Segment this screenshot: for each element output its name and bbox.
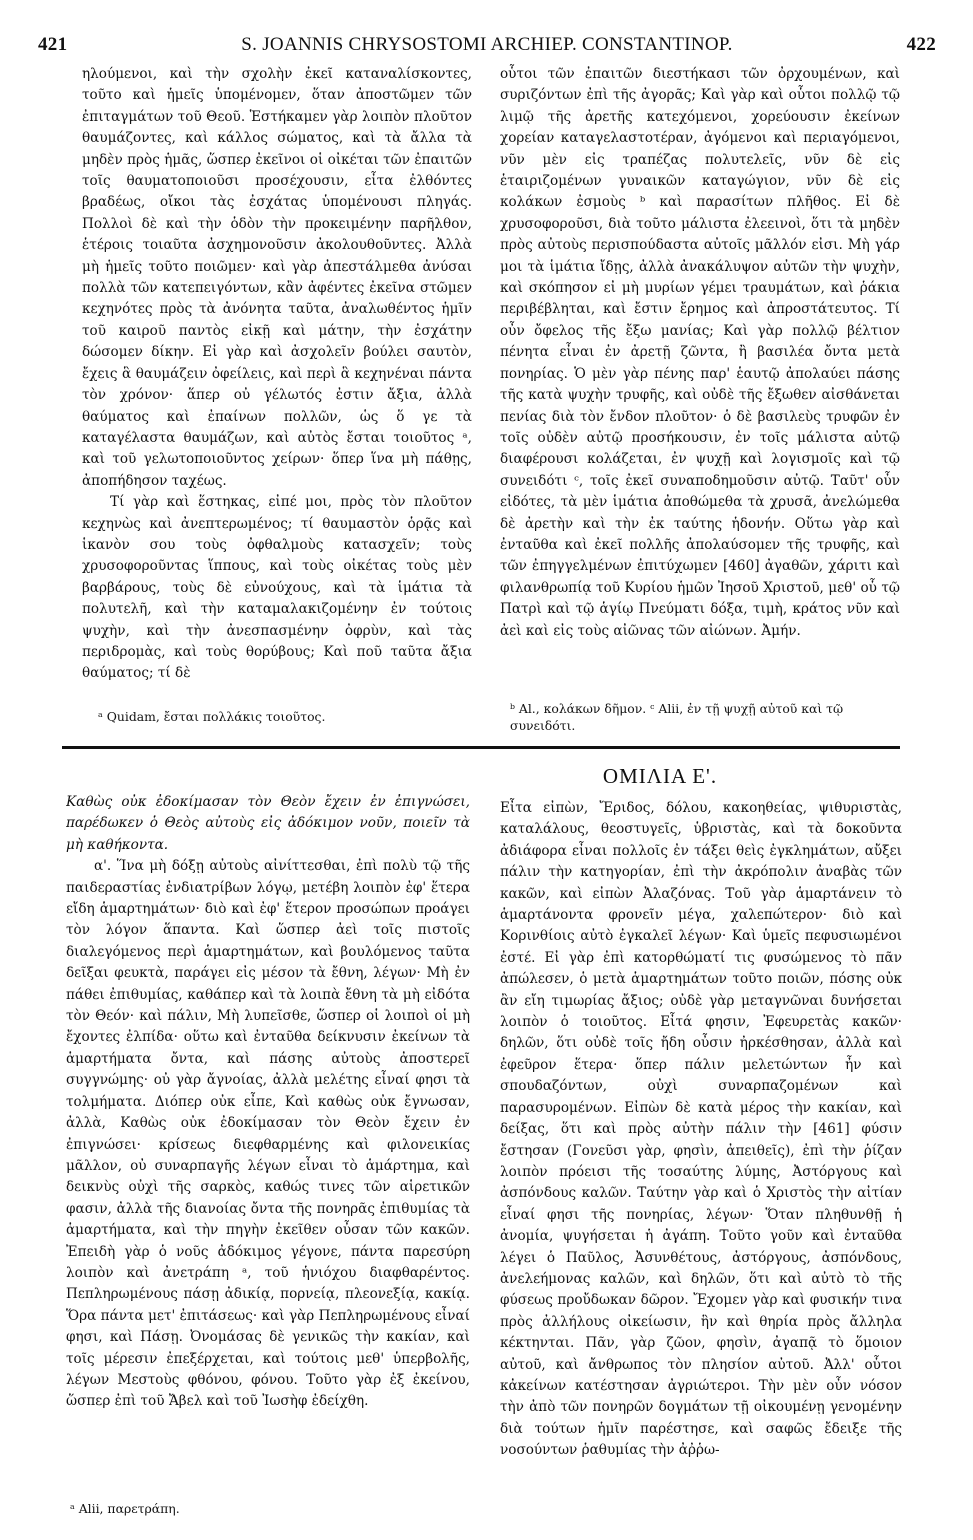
bottom-right-column [500, 798, 902, 1530]
scripture-lemma: Καθὼς οὐκ ἐδοκίμασαν τὸν Θεὸν ἔχειν ἐν ἐπιγνώσει, παρέδωκεν ὁ Θεὸς αὐτοὺς εἰς ἀδόκιμον νοῦν, ποιεῖν τὰ μὴ καθήκοντα. [66, 794, 470, 853]
homily-title: ΟΜΙΛΙΑ Ε'. [602, 764, 718, 788]
paragraph: οὗτοι τῶν ἐπαιτῶν διεστήκασι τῶν ὀρχουμένων, καὶ συριζόντων ἐπὶ τῆς ἀγορᾶς; Καὶ γὰρ καὶ οὗτοι πολλῷ τῷ λιμῷ τῆς ἀρετῆς κατεχόμενοι, χορεύουσιν ἐκείνων χορείαν καταγελαστοτέραν, ἀγόμενοι καὶ περιαγόμενοι, νῦν μὲν εἰς τραπέζας πολυτελεῖς, νῦν δὲ εἰς ἑταιριζομένων γυναικῶν καταγώγιον, νῦν δὲ εἰς κολάκων ἐσμοὺς ᵇ καὶ παρασίτων πλῆθος. Εἰ δὲ χρυσοφοροῦσι, διὰ τοῦτο μάλιστα ἐλεεινοὶ, ὅτι τὰ μηδὲν πρὸς αὐτοὺς περισπούδαστα αὐτοῖς μᾶλλόν εἰσι. Μὴ γάρ μοι τὰ ἱμάτια ἴδῃς, ἀλλὰ ἀνακάλυψον αὐτῶν τὴν ψυχὴν, καὶ σκόπησον εἰ μὴ μυρίων γέμει τραυμάτων, καὶ ῥάκια περιβέβληται, καὶ ἔστιν ἔρημος καὶ ἀπροστάτευτος. Τί οὖν ὄφελος τῆς ἔξω μανίας; Καὶ γὰρ πολλῷ βέλτιον πένητα εἶναι ἐν ἀρετῇ ζῶντα, ἢ βασιλέα ὄντα μετὰ πονηρίας. Ὁ μὲν γὰρ πένης παρ' ἑαυτῷ ἀπολαύει πάσης τῆς κατὰ ψυχὴν τρυφῆς, καὶ οὐδὲ τῆς ἔξωθεν αἰσθάνεται πενίας διὰ τὸν ἔνδον πλοῦτον· ὁ δὲ βασιλεὺς τρυφῶν ἐν τοῖς οὐδὲν αὐτῷ προσήκουσιν, ἐν τοῖς μάλιστα αὐτῷ διαφέρουσι κολάζεται, ἐν ψυχῇ καὶ λογισμοῖς καὶ τῷ συνειδότι ᶜ, τοῖς ἐκεῖ συναποδημοῦσιν αὐτῷ. Ταῦτ' οὖν εἰδότες, τὰ μὲν ἱμάτια ἀποθώμεθα τὰ χρυσᾶ, ἀνελώμεθα δὲ ἀρετὴν καὶ τὴν ἐκ ταύτης ἡδονήν. Οὕτω γὰρ καὶ ἐνταῦθα καὶ ἐκεῖ πολλῆς ἀπολαύσομεν τῆς τρυφῆς, καὶ τῶν ἐπηγγελμένων ἐπιτύχωμεν [460] ἀγαθῶν, χάριτι καὶ φιλανθρωπίᾳ τοῦ Κυρίου ἡμῶν Ἰησοῦ Χριστοῦ, μεθ' οὗ τῷ Πατρὶ καὶ τῷ ἁγίῳ Πνεύματι δόξα, τιμὴ, κράτος νῦν καὶ ἀεὶ καὶ εἰς τοὺς αἰῶνας τῶν αἰώνων. Ἀμήν. [500, 66, 900, 639]
paragraph: α'. Ἵνα μὴ δόξῃ αὐτοὺς αἰνίττεσθαι, ἐπὶ πολὺ τῷ τῆς παιδεραστίας ἐνδιατρίβων λόγῳ, μετέβη λοιπὸν ἐφ' ἕτερα εἴδη ἁμαρτημάτων· διὸ καὶ ἐφ' ἕτερον προσώπων προάγει τὸν λόγον ἅπαντα. Καὶ ὥσπερ ἀεὶ τοῖς πιστοῖς διαλεγόμενος περὶ ἁμαρτημάτων, καὶ βουλόμενος ταῦτα δεῖξαι φευκτὰ, παράγει εἰς μέσον τὰ ἔθνη, λέγων· Μὴ ἐν πάθει ἐπιθυμίας, καθάπερ καὶ τὰ λοιπὰ ἔθνη τὰ μὴ εἰδότα τὸν Θεόν· καὶ πάλιν, Μὴ λυπεῖσθε, ὥσπερ οἱ λοιποὶ οἱ μὴ ἔχοντες ἐλπίδα· οὕτω καὶ ἐνταῦθα δείκνυσιν ἐκείνων τὰ ἁμαρτήματα ὄντα, καὶ πάσης αὐτοὺς ἀποστερεῖ συγγνώμης· οὐ γὰρ ἄγνοίας, ἀλλὰ μελέτης εἶναί φησι τὰ τολμήματα. Διόπερ οὐκ εἶπε, Καὶ καθὼς οὐκ ἔγνωσαν, ἀλλὰ, Καθὼς οὐκ ἐδοκίμασαν τὸν Θεὸν ἔχειν ἐν ἐπιγνώσει· κρίσεως διεφθαρμένης καὶ φιλονεικίας μᾶλλον, οὐ συναρπαγῆς λέγων εἶναι τὸ ἁμάρτημα, καὶ δεικνὺς οὐχὶ τῆς σαρκὸς, καθώς τινες τῶν αἱρετικῶν φασιν, ἀλλὰ τῆς διανοίας ὄντα τῆς πονηρᾶς ἐπιθυμίας τὰ ἁμαρτήματα, καὶ τὴν πηγὴν ἐκεῖθεν οὖσαν τῶν κακῶν. Ἐπειδὴ γὰρ ὁ νοῦς ἀδόκιμος γέγονε, πάντα παρεσύρη λοιπὸν καὶ ἀνετράπη ᵃ, τοῦ ἡνιόχου διαφθαρέντος. Πεπληρωμένους πάσῃ ἀδικίᾳ, πορνείᾳ, πλεονεξίᾳ, κακίᾳ. Ὅρα πάντα μετ' ἐπιτάσεως· καὶ γὰρ Πεπληρωμένους εἶναί φησι, καὶ Πάσῃ. Ὀνομάσας δὲ γενικῶς τὴν κακίαν, καὶ τοῖς μέρεσιν ἐπεξέρχεται, καὶ τούτοις μεθ' ὑπερβολῆς, λέγων Μεστοὺς φθόνου, φόνου. Τοῦτο γὰρ ἐξ ἐκείνου, ὥσπερ ἐπὶ τοῦ Ἄβελ καὶ τοῦ Ἰωσὴφ ἐδείχθη. [66, 858, 470, 1410]
top-left-column [82, 64, 472, 684]
footnote: ᵇ Al., κολάκων δῆμον. ᶜ Alii, ἐν τῇ ψυχῇ αὐτοῦ καὶ τῷ συνειδότι. [510, 701, 844, 733]
running-title: S. JOANNIS CHRYSOSTOMI ARCHIEP. CONSTANTINOP. [241, 34, 733, 55]
footnote: ᵃ Quidam, ἔσται πολλάκις τοιοῦτος. [98, 709, 326, 724]
paragraph: ηλούμενοι, καὶ τὴν σχολὴν ἐκεῖ καταναλίσκοντες, τοῦτο καὶ ἡμεῖς ὑπομένομεν, ὅταν ἀποστῶμεν τῶν ἐπιταγμάτων τοῦ Θεοῦ. Ἑστήκαμεν γὰρ λοιπὸν πλοῦτον θαυμάζοντες, καὶ κάλλος σώματος, καὶ τὰ ἄλλα τὰ μηδὲν πρὸς ἡμᾶς, ὥσπερ ἐκεῖνοι οἱ οἰκέται τῶν ἐπαιτῶν τοῖς θαυματοποιοῦσι προσέχουσιν, εἶτα ἐλθόντες βραδέως, οἴκοι τὰς ἐσχάτας ὑπομένουσι πληγάς. Πολλοὶ δὲ καὶ τὴν ὁδὸν τὴν προκειμένην παρῆλθον, ἑτέροις τοιαῦτα ἀσχημονοῦσιν ἀκολουθοῦντες. Ἀλλὰ μὴ ἡμεῖς τοῦτο ποιῶμεν· καὶ γὰρ ἀπεστάλμεθα ἀνύσαι πολλὰ τῶν κατεπειγόντων, κἂν ἀφέντες ἐκεῖνα στῶμεν κεχηνότες πρὸς τὰ ἀνόνητα ταῦτα, ἀναλωθέντος ἡμῖν τοῦ καιροῦ παντὸς εἰκῇ καὶ μάτην, τὴν ἐσχάτην δώσομεν δίκην. Εἰ γὰρ καὶ ἀσχολεῖν βούλει σαυτὸν, ἔχεις ἃ θαυμάζειν ὀφείλεις, καὶ περὶ ἃ κεχηνέναι πάντα τὸν χρόνον· ἅπερ οὐ γέλωτός ἐστιν ἄξια, ἀλλὰ θαύματος καὶ ἐπαίνων πολλῶν, ὡς ὅ γε τὰ καταγέλαστα θαυμάζων, καὶ αὐτὸς ἔσται τοιοῦτος ᵃ, καὶ τοῦ γελωτοποιοῦντος χείρων· ὅπερ ἵνα μὴ πάθῃς, ἀποπήδησον ταχέως. [82, 66, 472, 489]
top-right-column [500, 64, 900, 684]
footnote: ᵃ Alii, παρετράπη. [70, 1501, 180, 1516]
paragraph: Τί γὰρ καὶ ἕστηκας, εἰπέ μοι, πρὸς τὸν πλοῦτον κεχηνὼς καὶ ἀνεπτερωμένος; τί θαυμαστὸν ὁρᾷς καὶ ἱκανὸν σου τοὺς ὀφθαλμοὺς κατασχεῖν; τοὺς χρυσοφοροῦντας ἵππους, καὶ τοὺς οἰκέτας τοὺς μὲν βαρβάρους, τοὺς δὲ εὐνούχους, καὶ τὰ ἱμάτια τὰ πολυτελῆ, καὶ τὴν καταμαλακιζομένην ἐν τούτοις ψυχὴν, καὶ τὴν ἀνεσπασμένην ὀφρὺν, καὶ τὰς περιδρομὰς, καὶ τοὺς θορύβους; Καὶ ποῦ ταῦτα ἄξια θαύματος; τί δὲ [82, 494, 472, 682]
page-number-left: 421 [38, 34, 68, 55]
page-number-right: 422 [906, 34, 936, 55]
paragraph: Εἶτα εἰπὼν, Ἔριδος, δόλου, κακοηθείας, ψιθυριστὰς, καταλάλους, θεοστυγεῖς, ὑβριστὰς, καὶ τὰ δοκοῦντα ἀδιάφορα εἶναι πολλοῖς ἐν τάξει θεὶς ἐγκλημάτων, αὔξει πάλιν τὴν κατηγορίαν, ἐπὶ τὴν ἀκρόπολιν ἀναβὰς τῶν κακῶν, καὶ εἰπὼν Ἀλαζόνας. Τοῦ γὰρ ἁμαρτάνειν τὸ ἁμαρτάνοντα φρονεῖν μέγα, χαλεπώτερον· διὸ καὶ Κορινθίοις αὐτὸ ἐγκαλεῖ λέγων· Καὶ ὑμεῖς πεφυσιωμένοι ἐστέ. Εἰ γὰρ ἐπὶ κατορθώματί τις φυσώμενος τὸ πᾶν ἀπώλεσεν, ὁ μετὰ ἁμαρτημάτων τοῦτο ποιῶν, πόσης οὐκ ἂν εἴη τιμωρίας ἄξιος; οὐδὲ γὰρ μεταγνῶναι δυνήσεται λοιπὸν ὁ τοιοῦτος. Εἶτά φησιν, Ἐφευρετὰς κακῶν· δηλῶν, ὅτι οὐδὲ τοῖς ἤδη οὖσιν ἠρκέσθησαν, ἀλλὰ καὶ ἐφεῦρον ἕτερα· ὅπερ πάλιν μελετώντων ἦν καὶ σπουδαζόντων, οὐχὶ συναρπαζομένων καὶ παρασυρομένων. Εἰπὼν δὲ κατὰ μέρος τὴν κακίαν, καὶ δείξας, ὅτι καὶ πρὸς αὐτὴν πάλιν τὴν [461] φύσιν ἔστησαν (Γονεῦσι γὰρ, φησὶν, ἀπειθεῖς), ἐπὶ τὴν ῥίζαν λοιπὸν πρόεισι τῆς τοσαύτης λύμης, Ἀστόργους καὶ ἀσπόνδους καλῶν. Ταύτην γὰρ καὶ ὁ Χριστὸς τὴν αἰτίαν εἶναί φησι τῆς πονηρίας, λέγων· Ὅταν πληθυνθῇ ἡ ἀνομία, ψυγήσεται ἡ ἀγάπη. Τοῦτο γοῦν καὶ ἐνταῦθα λέγει ὁ Παῦλος, Ἀσυνθέτους, ἀστόργους, ἀσπόνδους, ἀνελεήμονας καλῶν, καὶ δηλῶν, ὅτι καὶ αὐτὸ τὸ τῆς φύσεως προὔδωκαν δῶρον. Ἔχομεν γὰρ καὶ φυσικήν τινα πρὸς ἀλλήλους οἰκείωσιν, ἣν καὶ θηρία πρὸς ἄλληλα κέκτηνται. Πᾶν, γὰρ ζῶον, φησὶν, ἀγαπᾷ τὸ ὅμοιον αὐτοῦ, καὶ ἄνθρωπος τὸν πλησίον αὐτοῦ. Ἀλλ' οὗτοι κἀκείνων κατέστησαν ἀγριώτεροι. Τὴν μὲν οὖν νόσον τὴν ἀπὸ τῶν πονηρῶν δογμάτων τῇ οἰκουμένῃ γενομένην διὰ τούτων ἡμῖν παρέστησε, καὶ σαφῶς ἔδειξε τῆς νοσούντων ῥαθυμίας τὴν ἀῤῥω- [500, 800, 902, 1459]
section-rule [62, 746, 900, 749]
running-header [38, 34, 936, 58]
bottom-left-column [66, 792, 470, 1492]
